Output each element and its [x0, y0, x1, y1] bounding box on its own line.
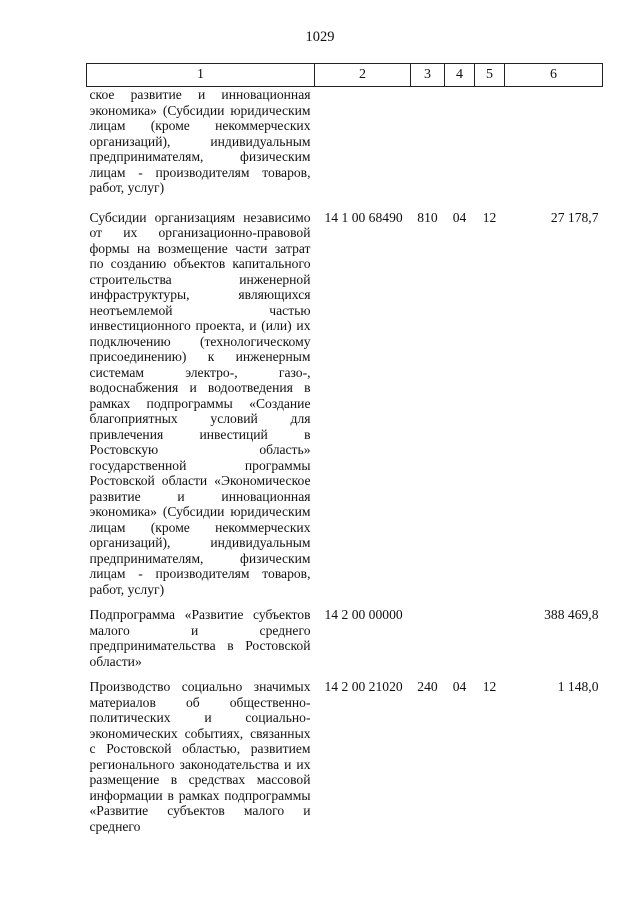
row-code: 14 2 00 21020 [324, 679, 403, 694]
table-row [87, 87, 603, 204]
column-header-rz: 4 [445, 64, 475, 87]
row-vr [411, 607, 445, 679]
table-row [87, 204, 603, 608]
budget-table [86, 63, 603, 834]
row-code: 14 2 00 00000 [324, 607, 403, 622]
column-header-vr: 3 [411, 64, 445, 87]
column-header-pr: 5 [475, 64, 505, 87]
column-header-name: 1 [87, 64, 315, 87]
row-sum: 27 178,7 [550, 209, 599, 225]
row-sum: 1 148,0 [557, 679, 599, 694]
row-code: 14 1 00 68490 [324, 209, 403, 225]
column-header-code: 2 [315, 64, 411, 87]
page-number: 1029 [305, 29, 335, 45]
row-sum [505, 87, 603, 204]
row-pr [475, 87, 505, 204]
table-row [87, 607, 603, 679]
row-vr [411, 87, 445, 204]
row-name: Производство социально значимых материалов об общественно-политических и социально-экономических событиях, связанных с Ростовской областью, развитием регионального законодательства и их размещение в средствах массовой информации в рамках подпрограммы «Развитие субъектов малого и среднего [89, 679, 311, 834]
row-rz [445, 607, 475, 679]
row-sum: 388 469,8 [544, 607, 599, 622]
row-rz [445, 87, 475, 204]
row-name: Субсидии организациям независимо от их организационно-правовой формы на возмещение части затрат по созданию объектов капитального строительства инженерной инфраструктуры, являющихся неотъемлемой частью инвестиционного проекта, и (или) их подключению (технологическому присоединению) к инженерным системам электро-, газо-, водоснабжения и водоотведения в рамках подпрограммы «Создание благоприятных условий для привлечения инвестиций в Ростовскую область» государственной программы Ростовской области «Экономическое развитие и инновационная экономика» (Субсидии юридическим лицам (кроме некоммерческих организаций), индивидуальным предпринимателям, физическим лицам - производителям товаров, работ, услуг) [89, 209, 311, 597]
row-name: Подпрограмма «Развитие субъектов малого и среднего предпринимательства в Ростовской области» [89, 607, 311, 669]
row-pr: 12 [482, 679, 497, 694]
row-vr: 810 [417, 209, 438, 225]
row-pr: 12 [482, 209, 497, 225]
table-header-row [87, 64, 603, 87]
table-row [87, 679, 603, 834]
row-code [315, 87, 411, 204]
row-rz: 04 [452, 209, 467, 225]
row-rz: 04 [452, 679, 467, 694]
row-pr [475, 607, 505, 679]
column-header-sum: 6 [505, 64, 603, 87]
row-vr: 240 [417, 679, 438, 694]
row-name: ское развитие и инновационная экономика» (Субсидии юридическим лицам (кроме некоммерческих организаций), индивидуальным предпринимателям, физическим лицам - производителям товаров, работ, услуг) [89, 87, 311, 195]
